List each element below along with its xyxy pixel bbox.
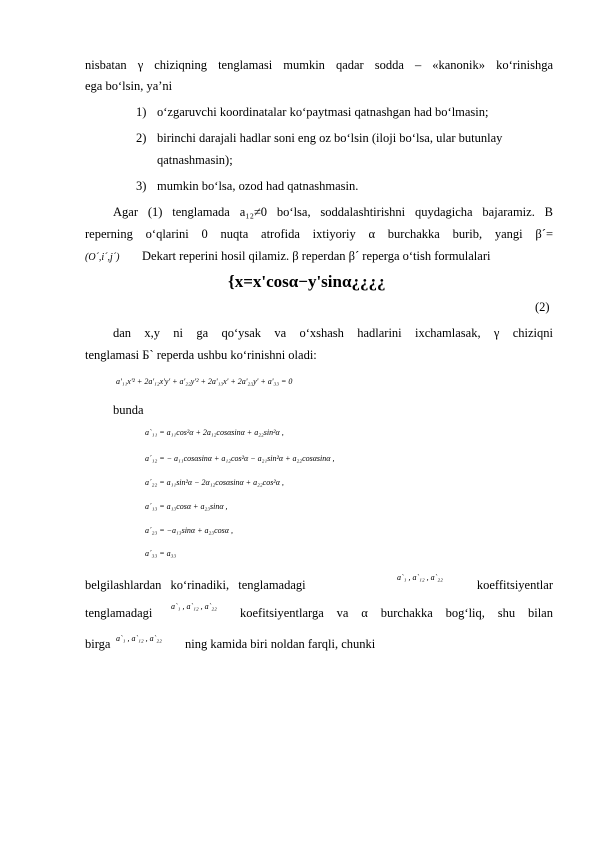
reper-frame: (O´,i´,j´) — [85, 252, 120, 263]
equation-number: (2) — [535, 300, 550, 314]
text-line: koeffitsiyentlar — [476, 578, 553, 592]
text-line: reperning o‘qlarini 0 nuqta atrofida ixtiyoriy α burchakka burib, yangi β´= — [85, 227, 553, 241]
text-line: Agar (1) tenglamada a₁₂≠0 bo‘lsa, soddalashtirishni quydagicha bajaramiz. B — [113, 205, 553, 219]
text-line: birga — [85, 637, 111, 651]
list-item: o‘zgaruvchi koordinatalar ko‘paytmasi qatnashgan had bo‘lmasin; — [157, 105, 489, 119]
coefficient-list: a`₁ , a`₁₂ , a`₂₂ — [171, 602, 217, 611]
list-item: birinchi darajali hadlar soni eng oz bo‘lsin (iloji bo‘lsa, ular butunlay — [157, 131, 503, 145]
coefficient-list: a`₁ , a`₁₂ , a`₂₂ — [397, 573, 443, 582]
text-line: tenglamasi Б` reperda ushbu ko‘rinishni oladi: — [85, 348, 317, 362]
coefficient-formula: a´₁₂ = − a₁₁cosαsinα + a₁₂cos²α − a₂₁sin²α + a₂₂cosαsinα , — [145, 454, 335, 463]
text-line: bunda — [113, 403, 144, 417]
coefficient-formula: a´₁₃ = a₁₃cosα + a₂₃sinα , — [145, 502, 228, 511]
main-equation: a'₁₁x'² + 2a'₁₂x'y' + a'₂₂y'² + 2a'₁₃x' + 2a'₂₃y' + a'₃₃ = 0 — [116, 377, 293, 386]
text-line: belgilashlardan ko‘rinadiki, tenglamadagi — [85, 578, 306, 592]
coefficient-formula: a´₂₃ = −a₁₃sinα + a₂₃cosα , — [145, 526, 233, 535]
text-line: dan x,y ni ga qo‘ysak va o‘xshash hadlarini ixchamlasak, γ chiziqni — [113, 326, 553, 340]
coefficient-formula: a`₁₁ = a₁₁cos²α + 2a₁₂cosαsinα + a₂₂sin²α , — [145, 428, 284, 437]
list-item: mumkin bo‘lsa, ozod had qatnashmasin. — [157, 179, 359, 193]
text-line: tenglamadagi — [85, 606, 153, 620]
text-line: nisbatan γ chiziqning tenglamasi mumkin qadar sodda – «kanonik» ko‘rinishga — [85, 58, 553, 72]
text-line: ning kamida biri noldan farqli, chunki — [185, 637, 376, 651]
transformation-formula: {x=x'cosα−y'sinα¿¿¿¿ — [228, 272, 386, 291]
list-item-continued: qatnashmasin); — [157, 153, 233, 167]
text-line: koefitsiyentlarga va α burchakka bog‘liq, shu bilan — [240, 606, 553, 620]
coefficient-formula: a´₃₃ = a₃₃ — [145, 549, 177, 558]
text-line: Dekart reperini hosil qilamiz. β reperdan β´ reperga o‘tish formulalari — [142, 249, 491, 263]
coefficient-list: a`₁ , a`₁₂ , a`₂₂ — [116, 634, 162, 643]
list-number: 3) — [136, 179, 147, 193]
coefficient-formula: a´₂₂ = a₁₁sin²α − 2α₁₂cosαsinα + a₂₂cos²α , — [145, 478, 284, 487]
list-number: 2) — [136, 131, 147, 145]
text-line: ega bo‘lsin, ya’ni — [85, 79, 173, 93]
list-number: 1) — [136, 105, 147, 119]
